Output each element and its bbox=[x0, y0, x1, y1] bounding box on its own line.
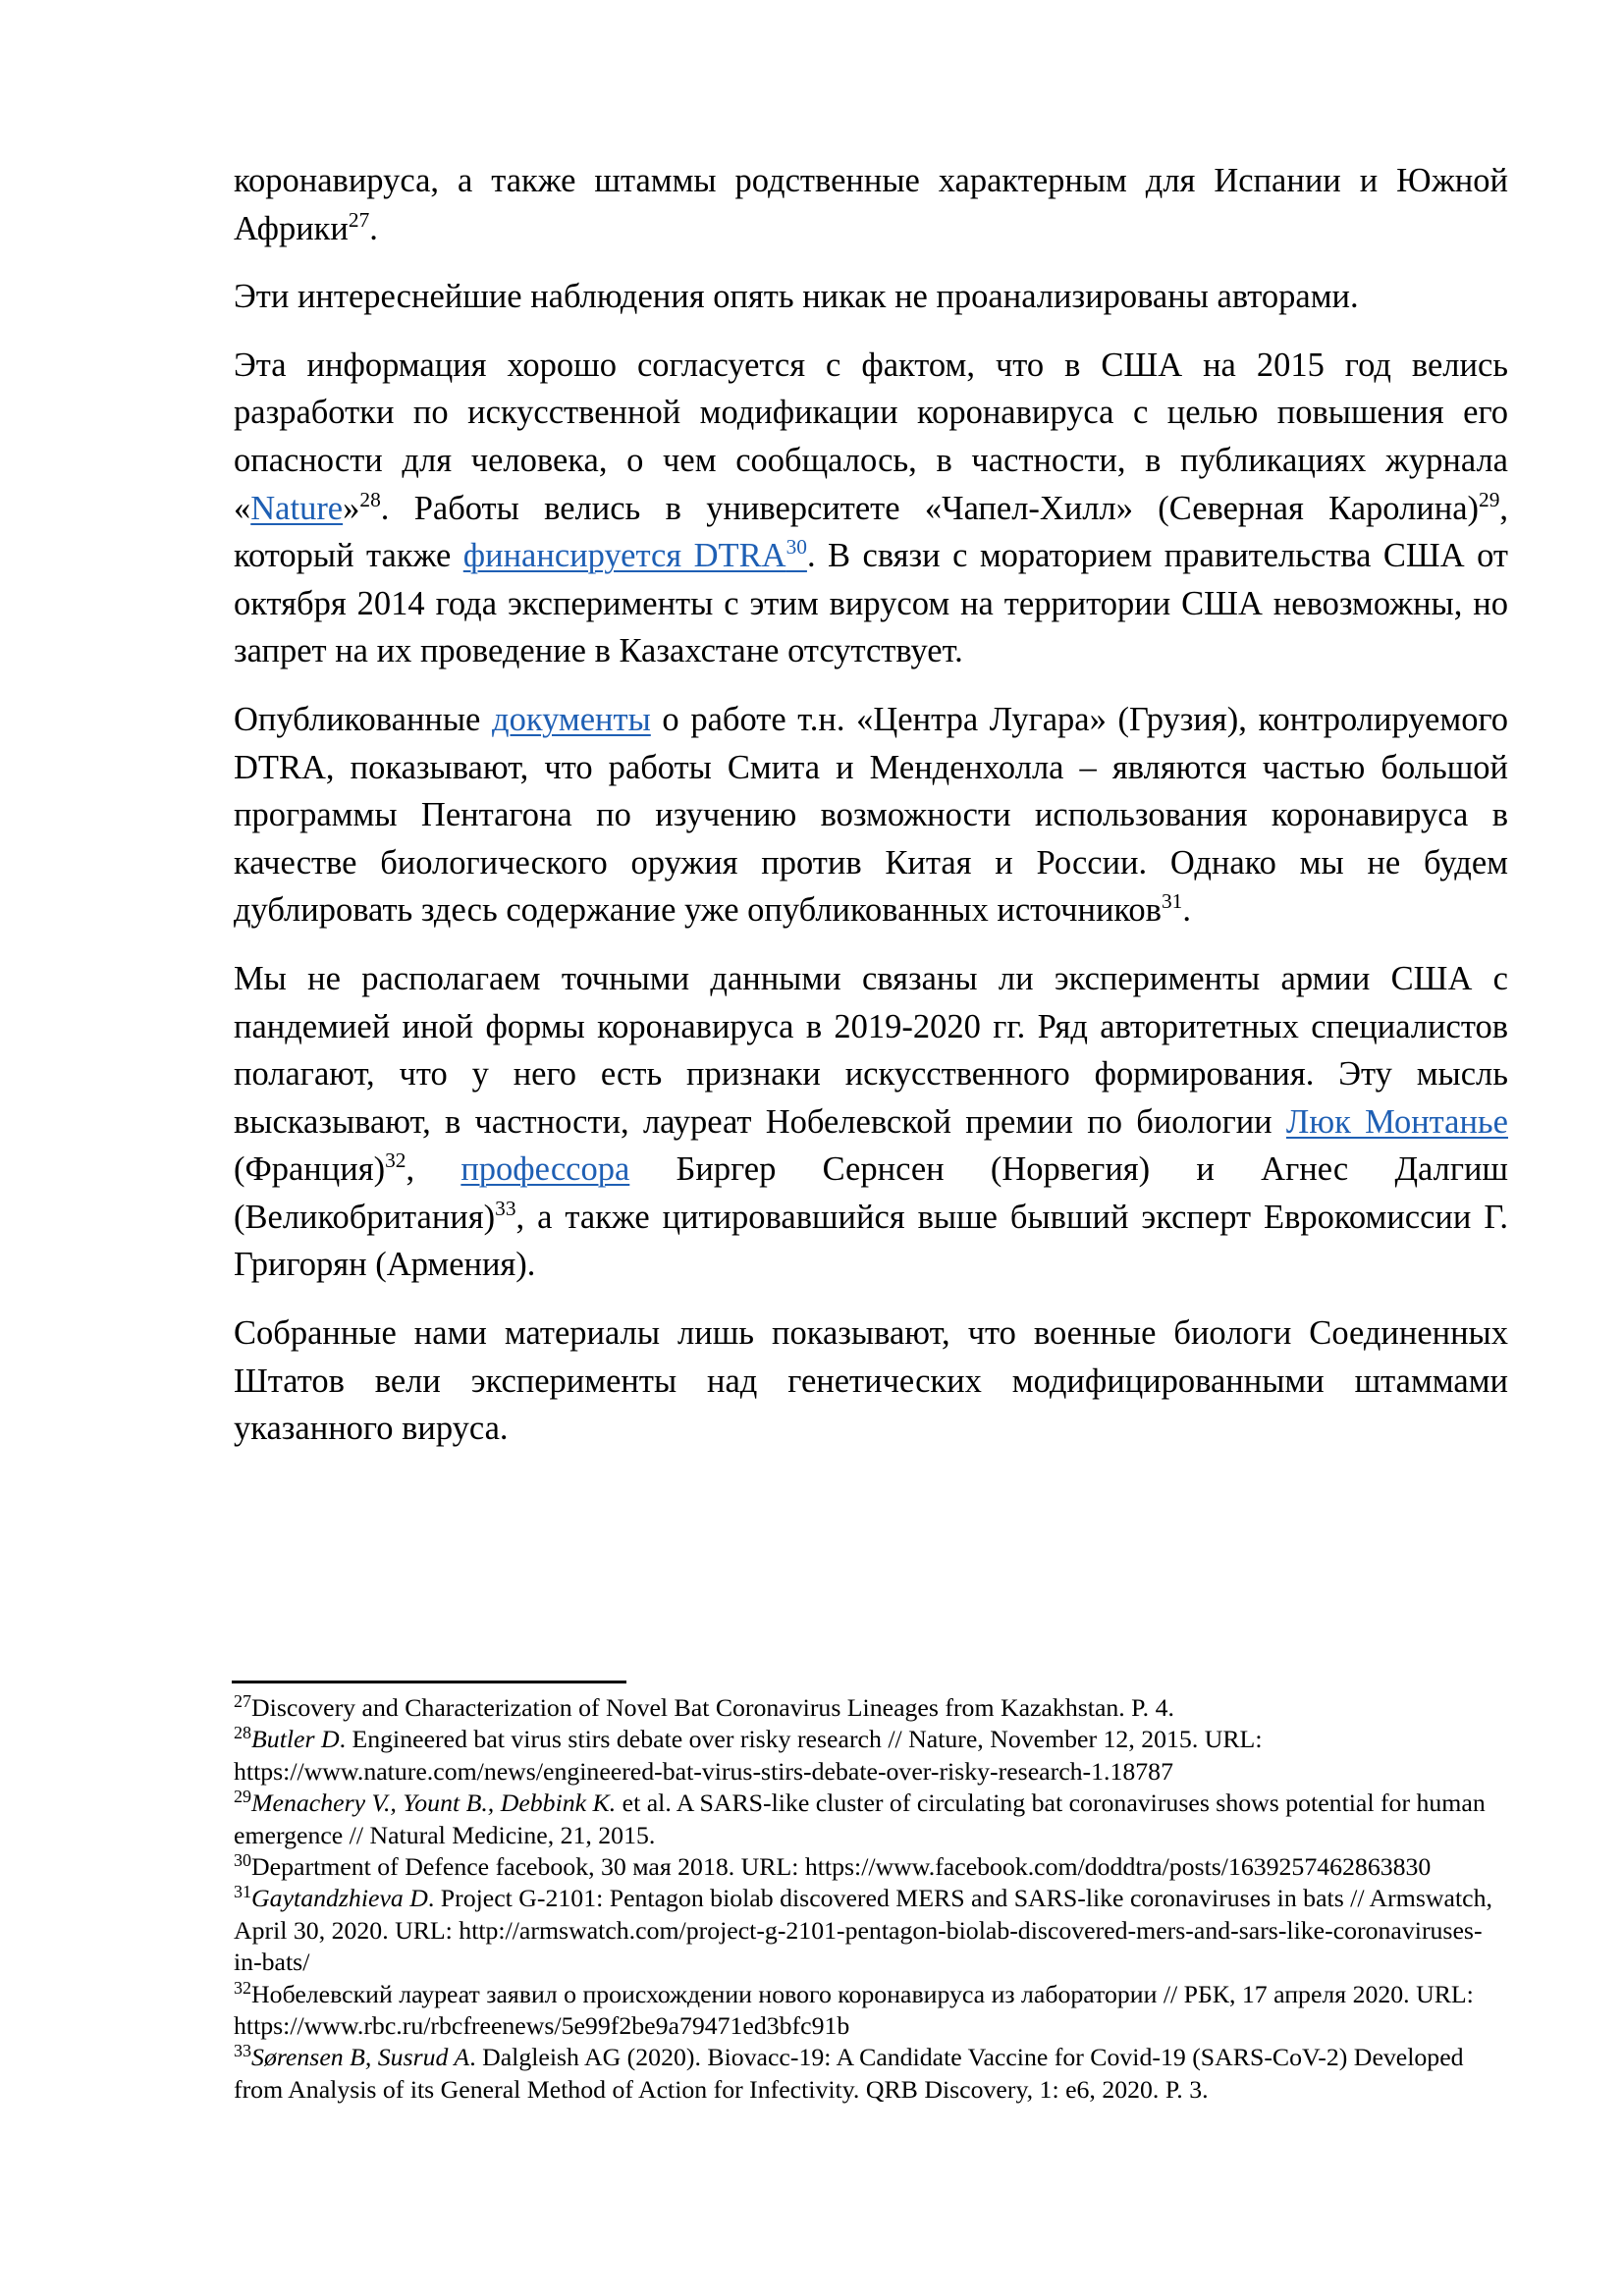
hyperlink-text: документы bbox=[492, 700, 651, 738]
footnote-reference: 31 bbox=[1161, 889, 1183, 914]
hyperlink[interactable] bbox=[462, 534, 807, 575]
text-run: . Работы велись в университете «Чапел-Хилл» (Северная Каролина) bbox=[380, 489, 1479, 527]
text-run: Опубликованные bbox=[234, 700, 493, 738]
footnote-text: . Project G-2101: Pentagon biolab discovered MERS and SARS-like coronaviruses in bats // Armswatch, April 30, 2020. URL: http://armswatch.com/project-g-2101-pentagon-biolab-discovered-mers-and-sars-like-coronaviruses-in-bats/ bbox=[234, 1884, 1492, 1977]
text-run: Биргер Сернсен (Норвегия) и Агнес Далгиш (Великобритания) bbox=[234, 1150, 1508, 1236]
hyperlink-text: Люк Монтанье bbox=[1285, 1102, 1508, 1141]
footnote-author: Butler D bbox=[251, 1725, 340, 1754]
footnote-reference: 27 bbox=[348, 207, 370, 232]
footnote-number: 33 bbox=[234, 2041, 252, 2061]
footnote-reference: 32 bbox=[385, 1148, 406, 1173]
hyperlink[interactable] bbox=[1286, 1103, 1508, 1141]
text-run: (Франция) bbox=[234, 1150, 386, 1189]
paragraph bbox=[234, 157, 1508, 252]
footnote-number: 30 bbox=[234, 1850, 252, 1871]
footnote-reference: 30 bbox=[785, 534, 807, 559]
text-run: , а также цитировавшийся выше бывший эксперт Еврокомиссии Г. Григорян (Армения). bbox=[234, 1198, 1508, 1284]
footnote-author: Sørensen B, Susrud A bbox=[251, 2043, 470, 2072]
footnote-author: Menachery V., Yount B., Debbink K. bbox=[251, 1789, 617, 1818]
footnote-number: 31 bbox=[234, 1882, 252, 1902]
hyperlink[interactable] bbox=[492, 701, 651, 738]
hyperlink-text: Nature bbox=[250, 489, 344, 527]
footnote-number: 28 bbox=[234, 1723, 252, 1743]
text-run: , bbox=[406, 1150, 461, 1189]
paragraph bbox=[234, 696, 1508, 934]
footnote-reference: 29 bbox=[1479, 487, 1500, 511]
hyperlink-text: профессора bbox=[460, 1150, 630, 1189]
text-run: » bbox=[343, 489, 360, 527]
text-run: . bbox=[1182, 891, 1191, 930]
footnote-reference: 28 bbox=[359, 487, 381, 511]
hyperlink[interactable] bbox=[460, 1150, 629, 1188]
footnote-author: Gaytandzhieva D bbox=[251, 1884, 428, 1913]
hyperlink-text: финансируется DTRA bbox=[462, 537, 786, 575]
footnote-text: . Engineered bat virus stirs debate over risky research // Nature, November 12, 2015. URL: https://www.nature.com/news/engineered-bat-virus-stirs-debate-over-risky-research-1.18787 bbox=[234, 1725, 1263, 1786]
footnote-text: et al. A SARS-like cluster of circulating bat coronaviruses shows potential for human emergence // Natural Medicine, 21, 2015. bbox=[234, 1789, 1486, 1849]
footnote-text: Нобелевский лауреат заявил о происхождении нового коронавируса из лаборатории // РБК, 17 апреля 2020. URL: https://www.rbc.ru/rbcfreenews/5e99f2be9a79471ed3bfc91b bbox=[234, 1979, 1474, 2041]
footnote bbox=[234, 1851, 1510, 1883]
text-run: , который также bbox=[234, 489, 1508, 575]
footnote bbox=[234, 2042, 1510, 2106]
footnotes bbox=[234, 1692, 1510, 2106]
footnote-reference: 33 bbox=[495, 1196, 516, 1220]
footnote-number: 29 bbox=[234, 1787, 252, 1807]
text-run: Эта информация хорошо согласуется с фактом, что в США на 2015 год велись разработки по искусственной модификации коронавируса с целью повышения его опасности для человека, о чем сообщалось, в частности, в публикациях журнала « bbox=[234, 346, 1508, 527]
text-run: . bbox=[369, 209, 378, 247]
footnote-text: Department of Defence facebook, 30 мая 2018. URL: https://www.facebook.com/doddtra/posts/1639257462863830 bbox=[251, 1852, 1432, 1882]
footnote bbox=[234, 1883, 1510, 1978]
paragraph bbox=[234, 955, 1508, 1289]
footnote bbox=[234, 1724, 1510, 1788]
text-run: Собранные нами материалы лишь показывают, что военные биологи Соединенных Штатов вели эксперименты над генетических модифицированными штаммами указанного вируса. bbox=[234, 1314, 1508, 1448]
footnote bbox=[234, 1979, 1510, 2043]
paragraph bbox=[234, 342, 1508, 675]
footnote-number: 32 bbox=[234, 1977, 252, 1998]
footnote-number: 27 bbox=[234, 1690, 252, 1711]
footnote-text: Discovery and Characterization of Novel Bat Coronavirus Lineages from Kazakhstan. P. 4. bbox=[251, 1693, 1174, 1722]
text-run: коронавируса, а также штаммы родственные характерным для Испании и Южной Африки bbox=[234, 162, 1508, 247]
text-run: Мы не располагаем точными данными связаны ли эксперименты армии США с пандемией иной формы коронавируса в 2019-2020 гг. Ряд авторитетных специалистов полагают, что у него есть признаки искусственного формирования. Эту мысль высказывают, в частности, лауреат Нобелевской премии по биологии bbox=[234, 959, 1508, 1141]
paragraph bbox=[234, 1309, 1508, 1453]
footnote-text: . Dalgleish AG (2020). Biovacc-19: A Candidate Vaccine for Covid-19 (SARS-CoV-2) Developed from Analysis of its General Method of Action for Infectivity. QRB Discovery, 1: e6, 2020. P. 3. bbox=[234, 2043, 1464, 2104]
footnote bbox=[234, 1692, 1510, 1724]
text-run: Эти интереснейшие наблюдения опять никак не проанализированы авторами. bbox=[234, 278, 1359, 316]
text-run: . В связи с мораторием правительства США от октября 2014 года эксперименты с этим вирусом на территории США невозможны, но запрет на их проведение в Казахстане отсутствует. bbox=[234, 537, 1508, 670]
text-run: о работе т.н. «Центра Лугара» (Грузия), контролируемого DTRA, показывают, что работы Смита и Менденхолла – являются частью большой программы Пентагона по изучению возможности использования коронавируса в качестве биологического оружия против Китая и России. Однако мы не будем дублировать здесь содержание уже опубликованных источников bbox=[234, 700, 1508, 930]
footnote-separator bbox=[232, 1681, 626, 1683]
footnote bbox=[234, 1788, 1510, 1851]
hyperlink[interactable] bbox=[250, 490, 343, 527]
body-text bbox=[234, 157, 1508, 1473]
paragraph bbox=[234, 273, 1508, 321]
